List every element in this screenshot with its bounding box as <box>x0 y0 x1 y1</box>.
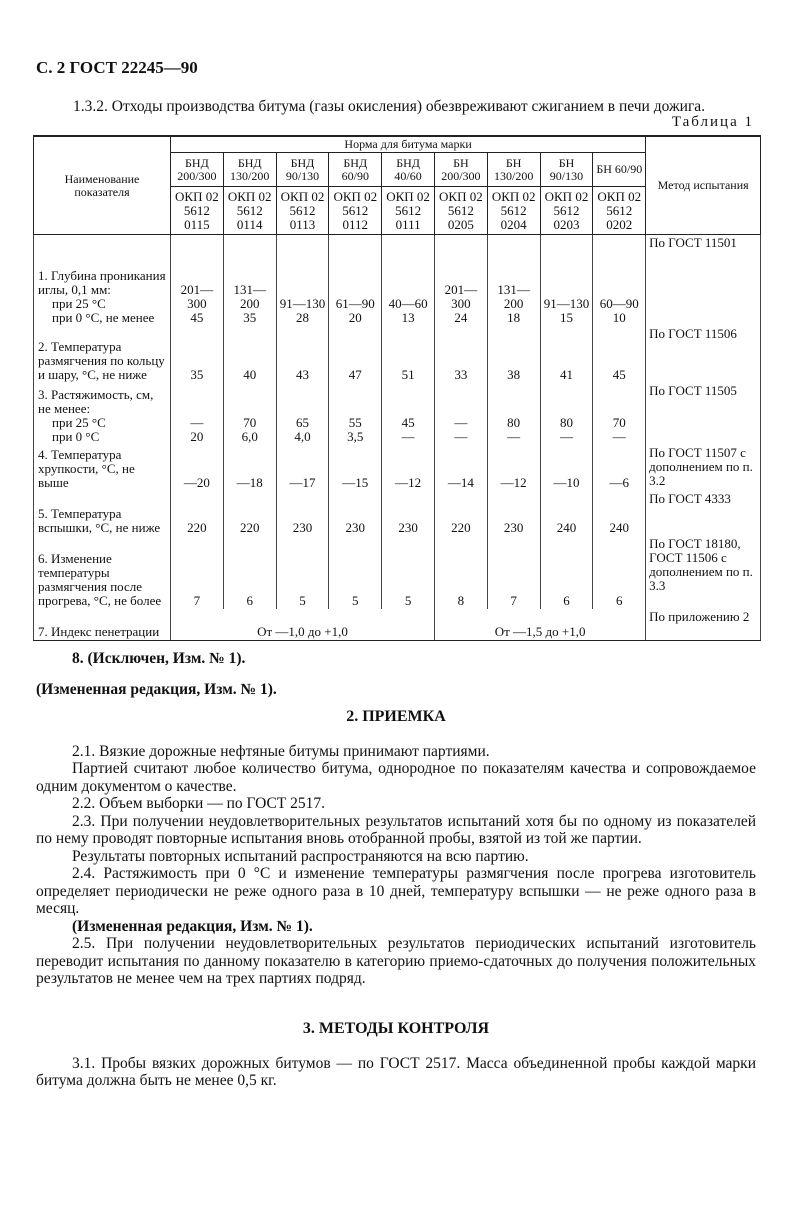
sub-label: при 25 °С <box>52 295 106 311</box>
value-cell <box>593 383 646 445</box>
value: 91—130 <box>543 295 590 311</box>
value: 24 <box>454 309 468 325</box>
value: 13 <box>401 309 415 325</box>
value: — <box>507 428 521 444</box>
value-cell <box>540 235 593 326</box>
col-header-name: Наименование показателя <box>34 136 171 235</box>
value-cell: 7 <box>171 536 224 609</box>
okp-header: ОКП 02 5612 0114 <box>223 187 276 235</box>
value-cell <box>171 383 224 445</box>
notes <box>36 650 756 698</box>
value: 15 <box>559 309 573 325</box>
row-name <box>34 383 171 445</box>
value-cell <box>487 383 540 445</box>
value: 80 <box>559 414 573 430</box>
value: 10 <box>612 309 626 325</box>
value: — <box>559 428 573 444</box>
section-3 <box>36 1020 756 1090</box>
sub-label: при 0 °С, не менее <box>52 309 155 325</box>
value-cell: 43 <box>276 326 329 383</box>
sub-label: при 25 °С <box>52 414 106 430</box>
value-span: От —1,0 до +1,0 <box>171 609 435 641</box>
table-row <box>34 445 761 491</box>
value: 45 <box>401 414 415 430</box>
grade-header: БН 200/300 <box>434 153 487 187</box>
value-cell: 47 <box>329 326 382 383</box>
row-name-text: 4. Температура хрупкости, °С, не выше <box>38 446 135 490</box>
value-cell: 45 <box>593 326 646 383</box>
value-cell <box>593 235 646 326</box>
paragraph: Результаты повторных испытаний распространяются на всю партию. <box>72 847 529 865</box>
okp-header: ОКП 02 5612 0111 <box>382 187 435 235</box>
section-3-title: 3. МЕТОДЫ КОНТРОЛЯ <box>302 1020 490 1037</box>
note-excluded: 8. (Исключен, Изм. № 1). <box>72 650 246 667</box>
value-cell: —15 <box>329 445 382 491</box>
value-cell: 35 <box>171 326 224 383</box>
okp-header: ОКП 02 5612 0204 <box>487 187 540 235</box>
value-cell <box>382 235 435 326</box>
row-name-text: 7. Индекс пенетрации <box>38 624 160 639</box>
value-cell: 51 <box>382 326 435 383</box>
value: 28 <box>295 309 309 325</box>
row-name <box>34 445 171 491</box>
okp-header: ОКП 02 5612 0205 <box>434 187 487 235</box>
value: 70 <box>243 414 257 430</box>
paragraph: 2.3. При получении неудовлетворительных результатов испытаний хотя бы по одному из показателей по нему проводят повторные испытания вновь отобранной пробы, взятой из той же партии. <box>36 812 756 847</box>
value-cell <box>487 235 540 326</box>
method-cell: По ГОСТ 11505 <box>646 383 761 445</box>
value-cell: 41 <box>540 326 593 383</box>
okp-header: ОКП 02 5612 0115 <box>171 187 224 235</box>
value: 35 <box>243 309 257 325</box>
value: 45 <box>190 309 204 325</box>
grade-header: БНД 200/300 <box>171 153 224 187</box>
value-cell: —12 <box>487 445 540 491</box>
paragraph: (Измененная редакция, Изм. № 1). <box>72 917 313 935</box>
intro-paragraph: 1.3.2. Отходы производства битума (газы окисления) обезвреживают сжиганием в печи дожига. <box>73 98 706 115</box>
okp-header: ОКП 02 5612 0203 <box>540 187 593 235</box>
value-cell: 40 <box>223 326 276 383</box>
section-2-title: 2. ПРИЕМКА <box>346 708 446 725</box>
table-row <box>34 609 761 641</box>
value: 60—90 <box>599 295 639 311</box>
row-name-text: 3. Растяжимость, см, не менее: <box>38 386 154 416</box>
row-name <box>34 235 171 326</box>
value: 65 <box>295 414 309 430</box>
grade-header: БНД 60/90 <box>329 153 382 187</box>
value-cell <box>540 383 593 445</box>
value: 91—130 <box>279 295 326 311</box>
value-cell: 38 <box>487 326 540 383</box>
value: 70 <box>612 414 626 430</box>
sub-label: при 0 °С <box>52 428 100 444</box>
section-2 <box>36 708 756 988</box>
value: — <box>401 428 415 444</box>
row-name-text: 5. Температура вспышки, °С, не ниже <box>38 505 161 535</box>
grade-header: БН 130/200 <box>487 153 540 187</box>
grade-header: БНД 40/60 <box>382 153 435 187</box>
value-cell: —6 <box>593 445 646 491</box>
page-header: С. 2 ГОСТ 22245—90 <box>36 58 198 77</box>
bitumen-norms-table <box>33 135 761 641</box>
table-row <box>34 383 761 445</box>
value: 4,0 <box>294 428 311 444</box>
value-cell <box>171 235 224 326</box>
value-cell: —18 <box>223 445 276 491</box>
value-cell: —10 <box>540 445 593 491</box>
okp-header: ОКП 02 5612 0112 <box>329 187 382 235</box>
grade-header: БН 60/90 <box>593 153 646 187</box>
table-row <box>34 326 761 383</box>
value-cell <box>223 383 276 445</box>
value-cell: 220 <box>171 491 224 536</box>
value-cell: —14 <box>434 445 487 491</box>
row-name-text: 2. Температура размягчения по кольцу и шару, °С, не ниже <box>38 338 165 382</box>
value-cell: 230 <box>329 491 382 536</box>
okp-header: ОКП 02 5612 0113 <box>276 187 329 235</box>
method-cell: По ГОСТ 11506 <box>646 326 761 383</box>
value-cell: 33 <box>434 326 487 383</box>
value-cell: 6 <box>223 536 276 609</box>
value: 131—200 <box>497 281 530 311</box>
value-cell <box>276 235 329 326</box>
value: 131—200 <box>233 281 266 311</box>
value: 3,5 <box>347 428 364 444</box>
value-cell: 7 <box>487 536 540 609</box>
table-row <box>34 235 761 326</box>
value: 80 <box>507 414 521 430</box>
value-cell <box>223 235 276 326</box>
value-cell: 5 <box>276 536 329 609</box>
grade-header: БНД 90/130 <box>276 153 329 187</box>
method-cell: По ГОСТ 4333 <box>646 491 761 536</box>
value: 6,0 <box>241 428 258 444</box>
value-cell <box>434 383 487 445</box>
value-cell: 220 <box>223 491 276 536</box>
paragraph: 2.1. Вязкие дорожные нефтяные битумы принимают партиями. <box>72 742 490 760</box>
value: — <box>612 428 626 444</box>
paragraph: 2.5. При получении неудовлетворительных результатов периодических испытаний изготовитель переводит испытания по данному показателю в категорию приемо-сдаточных до получения положительных результатов не менее чем на трех партиях подряд. <box>36 935 756 987</box>
row-name-text: 1. Глубина проникания иглы, 0,1 мм: <box>38 267 166 297</box>
col-header-method: Метод испытания <box>646 136 761 235</box>
table-label: Таблица 1 <box>671 114 754 130</box>
okp-header: ОКП 02 5612 0202 <box>593 187 646 235</box>
value-cell: 8 <box>434 536 487 609</box>
table-row <box>34 491 761 536</box>
value-cell: —17 <box>276 445 329 491</box>
value-cell: 230 <box>487 491 540 536</box>
value-cell: 240 <box>593 491 646 536</box>
value-cell: 230 <box>382 491 435 536</box>
paragraph: 3.1. Пробы вязких дорожных битумов — по ГОСТ 2517. Масса объединенной пробы каждой марки битума должна быть не менее 0,5 кг. <box>36 1054 756 1089</box>
value: — <box>454 414 468 430</box>
row-name <box>34 491 171 536</box>
row-name-text: 6. Изменение температуры размягчения после прогрева, °С, не более <box>38 550 162 608</box>
value: 201—300 <box>180 281 214 311</box>
value-cell: 5 <box>382 536 435 609</box>
value-cell: 220 <box>434 491 487 536</box>
paragraph: 2.2. Объем выборки — по ГОСТ 2517. <box>72 795 326 812</box>
value-cell: —20 <box>171 445 224 491</box>
value: 20 <box>190 428 204 444</box>
value-cell: 6 <box>540 536 593 609</box>
method-cell: По ГОСТ 11501 <box>646 235 761 326</box>
row-name <box>34 609 171 641</box>
value-cell: 5 <box>329 536 382 609</box>
value: 61—90 <box>335 295 375 311</box>
value: — <box>190 414 204 430</box>
value-cell: 230 <box>276 491 329 536</box>
row-name <box>34 326 171 383</box>
paragraph: Партией считают любое количество битума, однородное по показателям качества и сопровождаемое одним документом о качестве. <box>36 760 756 795</box>
value: 18 <box>507 309 521 325</box>
note-revised: (Измененная редакция, Изм. № 1). <box>36 680 277 698</box>
value: — <box>454 428 468 444</box>
method-cell: По ГОСТ 18180, ГОСТ 11506 с дополнением по п. 3.3 <box>646 536 761 609</box>
value-cell <box>382 383 435 445</box>
value-cell <box>329 235 382 326</box>
method-cell: По ГОСТ 11507 с дополнением по п. 3.2 <box>646 445 761 491</box>
value-span: От —1,5 до +1,0 <box>434 609 645 641</box>
table-row <box>34 536 761 609</box>
value-cell <box>434 235 487 326</box>
grade-header: БН 90/130 <box>540 153 593 187</box>
paragraph: 2.4. Растяжимость при 0 °С и изменение температуры размягчения после прогрева изготовитель определяет периодически не реже одного раза в 10 дней, температуру вспышки — не реже одного раза в месяц. <box>36 865 756 917</box>
value-cell <box>329 383 382 445</box>
value-cell <box>276 383 329 445</box>
value-cell: 6 <box>593 536 646 609</box>
value: 55 <box>348 414 362 430</box>
row-name <box>34 536 171 609</box>
value-cell: —12 <box>382 445 435 491</box>
grade-header: БНД 130/200 <box>223 153 276 187</box>
col-header-norm: Норма для битума марки <box>171 136 646 153</box>
value-cell: 240 <box>540 491 593 536</box>
value: 201—300 <box>444 281 478 311</box>
method-cell: По приложению 2 <box>646 609 761 641</box>
value: 40—60 <box>388 295 428 311</box>
value: 20 <box>348 309 362 325</box>
